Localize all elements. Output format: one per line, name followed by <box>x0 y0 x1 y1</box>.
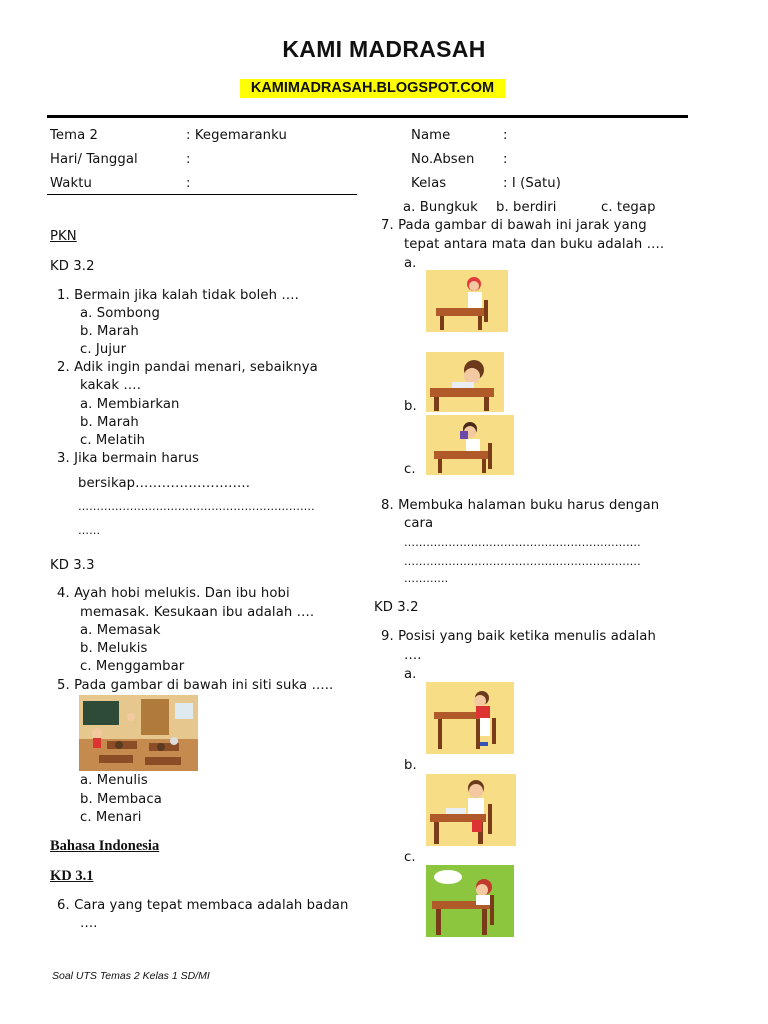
question-6-line2: …. <box>80 916 98 931</box>
q5-option-c: c. Menari <box>80 810 142 825</box>
q7-option-b: b. <box>404 399 417 414</box>
q9-picture-a <box>426 682 514 754</box>
question-7-line2: tepat antara mata dan buku adalah …. <box>404 237 665 252</box>
kd-3-3: KD 3.3 <box>50 558 95 573</box>
q6-option-a: a. Bungkuk <box>403 200 478 215</box>
q2-option-c: c. Melatih <box>80 433 146 448</box>
question-1: 1. Bermain jika kalah tidak boleh …. <box>57 288 299 303</box>
q1-option-b: b. Marah <box>80 324 139 339</box>
classroom-illustration <box>79 695 198 771</box>
q6-option-b: b. berdiri <box>496 200 557 215</box>
question-3-line4: …… <box>78 524 101 537</box>
q2-option-a: a. Membiarkan <box>80 397 180 412</box>
kd-3-2-right: KD 3.2 <box>374 600 419 615</box>
q9-picture-b <box>426 774 516 846</box>
question-7: 7. Pada gambar di bawah ini jarak yang <box>381 218 647 233</box>
question-8-line5: ………… <box>404 572 449 585</box>
q7-option-c: c. <box>404 462 416 477</box>
q1-option-c: c. Jujur <box>80 342 127 357</box>
absen-label: No.Absen <box>411 152 475 167</box>
divider-left <box>47 194 357 195</box>
tema-label: Tema 2 <box>50 128 99 143</box>
question-2: 2. Adik ingin pandai menari, sebaiknya <box>57 360 318 375</box>
question-8-line2: cara <box>404 516 434 531</box>
q7-picture-b <box>426 352 504 412</box>
question-5: 5. Pada gambar di bawah ini siti suka ….. <box>57 678 334 693</box>
question-3: 3. Jika bermain harus <box>57 451 200 466</box>
waktu-value: : <box>186 176 191 191</box>
q9-picture-c <box>426 865 514 937</box>
tema-value: : Kegemaranku <box>186 128 287 143</box>
q7-picture-c <box>426 415 514 475</box>
question-2-line2: kakak …. <box>80 378 141 393</box>
question-4: 4. Ayah hobi melukis. Dan ibu hobi <box>57 586 290 601</box>
blog-url[interactable]: KAMIMADRASAH.BLOGSPOT.COM <box>240 79 505 98</box>
page-title: KAMI MADRASAH <box>282 36 486 62</box>
divider-top <box>47 115 688 118</box>
question-3-line2: bersikap…………………….. <box>78 476 250 491</box>
q5-option-a: a. Menulis <box>80 773 148 788</box>
kd-3-2: KD 3.2 <box>50 259 95 274</box>
section-bahasa-indonesia: Bahasa Indonesia <box>50 838 160 854</box>
footer-note: Soal UTS Temas 2 Kelas 1 SD/MI <box>52 970 210 982</box>
question-8-line3: ………………………………………………………. <box>404 536 641 549</box>
hari-value: : <box>186 152 191 167</box>
q9-option-a: a. <box>404 667 417 682</box>
question-6: 6. Cara yang tepat membaca adalah badan <box>57 898 349 913</box>
q9-option-b: b. <box>404 758 417 773</box>
q7-picture-a <box>426 270 508 332</box>
q6-option-c: c. tegap <box>601 200 656 215</box>
hari-label: Hari/ Tanggal <box>50 152 138 167</box>
name-label: Name <box>411 128 451 143</box>
kd-3-1: KD 3.1 <box>50 868 94 884</box>
q5-option-b: b. Membaca <box>80 792 162 807</box>
question-8-line4: ………………………………………………………. <box>404 555 641 568</box>
question-9-line2: …. <box>404 648 422 663</box>
absen-value: : <box>503 152 508 167</box>
question-3-line3: ………………………………………………………. <box>78 500 315 513</box>
q7-option-a: a. <box>404 256 417 271</box>
question-4-line2: memasak. Kesukaan ibu adalah …. <box>80 605 315 620</box>
q4-option-b: b. Melukis <box>80 641 148 656</box>
question-8: 8. Membuka halaman buku harus dengan <box>381 498 660 513</box>
q1-option-a: a. Sombong <box>80 306 160 321</box>
q4-option-c: c. Menggambar <box>80 659 185 674</box>
waktu-label: Waktu <box>50 176 92 191</box>
q9-option-c: c. <box>404 850 416 865</box>
name-value: : <box>503 128 508 143</box>
q2-option-b: b. Marah <box>80 415 139 430</box>
section-pkn: PKN <box>50 229 77 244</box>
question-9: 9. Posisi yang baik ketika menulis adalah <box>381 629 656 644</box>
q4-option-a: a. Memasak <box>80 623 161 638</box>
kelas-value: : I (Satu) <box>503 176 561 191</box>
kelas-label: Kelas <box>411 176 447 191</box>
